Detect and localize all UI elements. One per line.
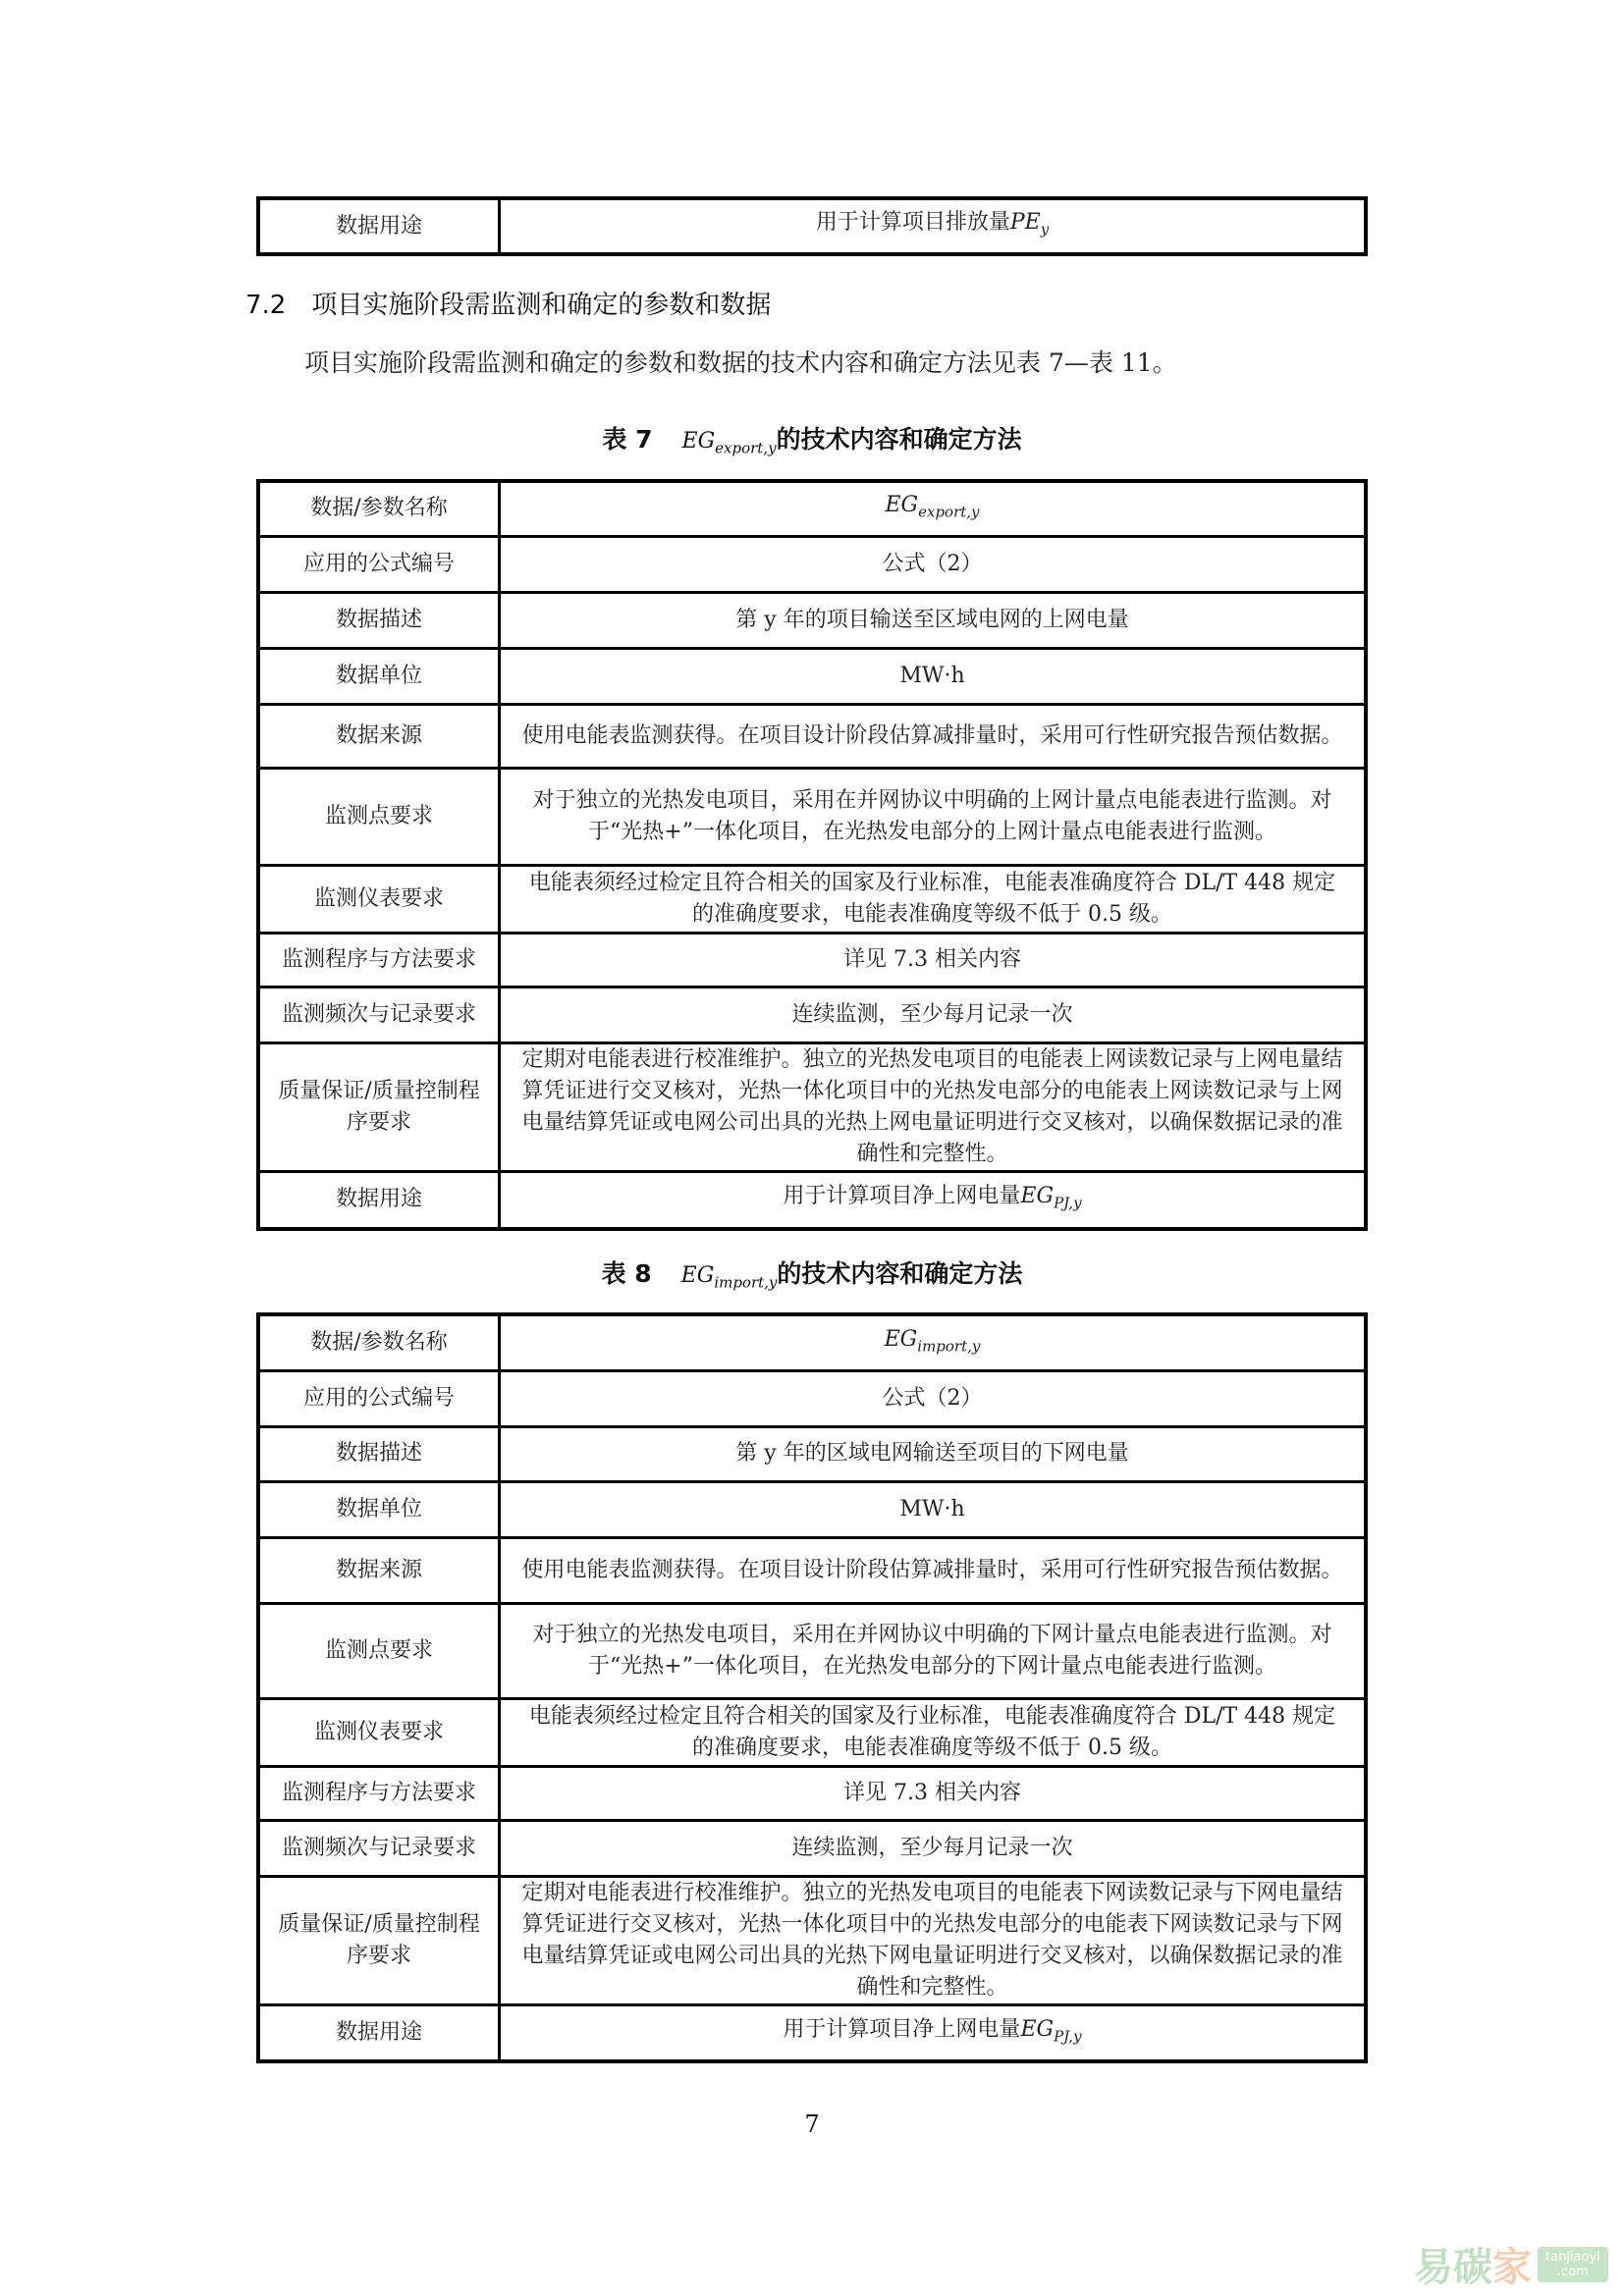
watermark-domain-line1: tanjiaoyi xyxy=(1545,2249,1600,2265)
table-row xyxy=(258,933,1366,987)
table7 xyxy=(256,479,1368,1231)
row-label: 数据描述 xyxy=(258,1426,500,1481)
row-value xyxy=(500,1171,1367,1229)
table7-caption xyxy=(0,420,1624,456)
row-value: 使用电能表监测获得。在项目设计阶段估算减排量时，采用可行性研究报告预估数据。 xyxy=(500,704,1367,768)
watermark-chinese xyxy=(1414,2236,1532,2292)
row-value: 第 y 年的区域电网输送至项目的下网电量 xyxy=(500,1426,1367,1481)
caption-text: 的技术内容和确定方法 xyxy=(777,1259,1023,1288)
row-label: 数据单位 xyxy=(258,1481,500,1537)
row-label: 数据单位 xyxy=(258,648,500,704)
table-row xyxy=(258,198,1366,254)
table-row xyxy=(258,704,1366,768)
row-label: 监测点要求 xyxy=(258,768,500,865)
row-label: 数据来源 xyxy=(258,1537,500,1603)
variable xyxy=(1020,2016,1082,2045)
value-text: 用于计算项目净上网电量 xyxy=(783,2016,1021,2042)
page-number: 7 xyxy=(804,2110,820,2138)
row-label: 数据描述 xyxy=(258,592,500,648)
row-value: 公式（2） xyxy=(500,1370,1367,1426)
row-label: 数据用途 xyxy=(258,198,500,254)
caption-variable xyxy=(680,1263,778,1292)
table8 xyxy=(256,1312,1368,2063)
table-row xyxy=(258,2004,1366,2061)
variable xyxy=(884,1326,981,1355)
table-row xyxy=(258,1314,1366,1370)
row-label: 数据用途 xyxy=(258,2004,500,2061)
table-row xyxy=(258,1820,1366,1876)
section-number: 7.2 xyxy=(245,291,287,320)
row-value: 电能表须经过检定且符合相关的国家及行业标准，电能表准确度符合 DL/T 448 规定的准确度要求，电能表准确度等级不低于 0.5 级。 xyxy=(500,865,1367,933)
row-value: 使用电能表监测获得。在项目设计阶段估算减排量时，采用可行性研究报告预估数据。 xyxy=(500,1537,1367,1603)
variable-main: EG xyxy=(1020,1184,1055,1209)
table-row xyxy=(258,1370,1366,1426)
row-label: 监测频次与记录要求 xyxy=(258,987,500,1042)
row-label: 监测程序与方法要求 xyxy=(258,1766,500,1820)
row-value: 对于独立的光热发电项目，采用在并网协议中明确的下网计量点电能表进行监测。对于“光热+”一体化项目，在光热发电部分的下网计量点电能表进行监测。 xyxy=(500,1603,1367,1698)
variable-main: PE xyxy=(1009,210,1041,236)
row-label: 监测频次与记录要求 xyxy=(258,1820,500,1876)
variable-sub: PJ,y xyxy=(1054,1194,1082,1212)
section-paragraph: 项目实施阶段需监测和确定的参数和数据的技术内容和确定方法见表 7—表 11。 xyxy=(304,348,1177,377)
value-text: 用于计算项目排放量 xyxy=(815,210,1010,236)
watermark-domain xyxy=(1538,2247,1608,2282)
variable-sub: export,y xyxy=(918,503,980,521)
watermark-char: 家 xyxy=(1492,2245,1532,2290)
watermark-char: 碳 xyxy=(1453,2245,1492,2290)
caption-text: 的技术内容和确定方法 xyxy=(776,425,1022,454)
table-row xyxy=(258,865,1366,933)
table-row xyxy=(258,592,1366,648)
row-value: 第 y 年的项目输送至区域电网的上网电量 xyxy=(500,592,1367,648)
section-heading xyxy=(245,285,771,321)
variable-main: EG xyxy=(681,429,716,454)
caption-variable xyxy=(681,429,777,457)
variable-sub: import,y xyxy=(917,1336,981,1355)
variable-sub: y xyxy=(1040,220,1050,239)
row-label: 质量保证/质量控制程序要求 xyxy=(258,1876,500,2004)
value-text: 用于计算项目净上网电量 xyxy=(783,1184,1021,1209)
table-number: 表 7 xyxy=(602,425,653,454)
watermark-logo xyxy=(1414,2236,1608,2292)
table-row xyxy=(258,987,1366,1042)
table-row xyxy=(258,1426,1366,1481)
table-row xyxy=(258,1481,1366,1537)
table-row xyxy=(258,648,1366,704)
variable-main: EG xyxy=(884,1326,918,1352)
variable xyxy=(1020,1184,1082,1212)
table-row xyxy=(258,1537,1366,1603)
variable-sub: PJ,y xyxy=(1054,2026,1082,2045)
row-value xyxy=(500,481,1367,536)
row-value: 详见 7.3 相关内容 xyxy=(500,933,1367,987)
row-value xyxy=(500,2004,1367,2061)
row-value: 连续监测，至少每月记录一次 xyxy=(500,1820,1367,1876)
row-value: 电能表须经过检定且符合相关的国家及行业标准，电能表准确度符合 DL/T 448 规定的准确度要求，电能表准确度等级不低于 0.5 级。 xyxy=(500,1698,1367,1766)
row-value: 对于独立的光热发电项目，采用在并网协议中明确的上网计量点电能表进行监测。对于“光热+”一体化项目，在光热发电部分的上网计量点电能表进行监测。 xyxy=(500,768,1367,865)
row-value: 详见 7.3 相关内容 xyxy=(500,1766,1367,1820)
variable-sub: import,y xyxy=(714,1273,778,1292)
row-label: 监测点要求 xyxy=(258,1603,500,1698)
row-label: 数据来源 xyxy=(258,704,500,768)
row-value: 定期对电能表进行校准维护。独立的光热发电项目的电能表上网读数记录与上网电量结算凭证进行交叉核对，光热一体化项目中的光热发电部分的电能表上网读数记录与上网电量结算凭证或电网公司出具的光热上网电量证明进行交叉核对，以确保数据记录的准确性和完整性。 xyxy=(500,1042,1367,1171)
row-label: 数据用途 xyxy=(258,1171,500,1229)
table-row xyxy=(258,1603,1366,1698)
table-row xyxy=(258,536,1366,592)
row-label: 监测程序与方法要求 xyxy=(258,933,500,987)
row-label: 监测仪表要求 xyxy=(258,1698,500,1766)
watermark-char: 易 xyxy=(1414,2245,1453,2290)
table-row xyxy=(258,1698,1366,1766)
row-value: MW·h xyxy=(500,648,1367,704)
table-row xyxy=(258,768,1366,865)
row-label: 应用的公式编号 xyxy=(258,1370,500,1426)
row-label: 数据/参数名称 xyxy=(258,481,500,536)
variable-sub: export,y xyxy=(715,439,777,457)
row-label: 监测仪表要求 xyxy=(258,865,500,933)
row-value: 连续监测，至少每月记录一次 xyxy=(500,987,1367,1042)
variable xyxy=(1009,210,1050,239)
top-table xyxy=(256,196,1368,256)
row-label: 质量保证/质量控制程序要求 xyxy=(258,1042,500,1171)
row-value: 公式（2） xyxy=(500,536,1367,592)
section-title: 项目实施阶段需监测和确定的参数和数据 xyxy=(311,291,772,320)
row-value xyxy=(500,1314,1367,1370)
row-label: 应用的公式编号 xyxy=(258,536,500,592)
table-row xyxy=(258,481,1366,536)
table8-caption xyxy=(0,1255,1624,1291)
row-value xyxy=(500,198,1367,254)
row-label: 数据/参数名称 xyxy=(258,1314,500,1370)
variable-main: EG xyxy=(680,1263,715,1288)
table-row xyxy=(258,1042,1366,1171)
variable-main: EG xyxy=(885,493,919,518)
table-row xyxy=(258,1171,1366,1229)
watermark-domain-line2: .com xyxy=(1556,2264,1589,2279)
variable-main: EG xyxy=(1020,2016,1055,2042)
table-row xyxy=(258,1766,1366,1820)
row-value: MW·h xyxy=(500,1481,1367,1537)
variable xyxy=(885,493,980,521)
row-value: 定期对电能表进行校准维护。独立的光热发电项目的电能表下网读数记录与下网电量结算凭证进行交叉核对，光热一体化项目中的光热发电部分的电能表下网读数记录与下网电量结算凭证或电网公司出具的光热下网电量证明进行交叉核对，以确保数据记录的准确性和完整性。 xyxy=(500,1876,1367,2004)
table-row xyxy=(258,1876,1366,2004)
table-number: 表 8 xyxy=(601,1259,652,1288)
